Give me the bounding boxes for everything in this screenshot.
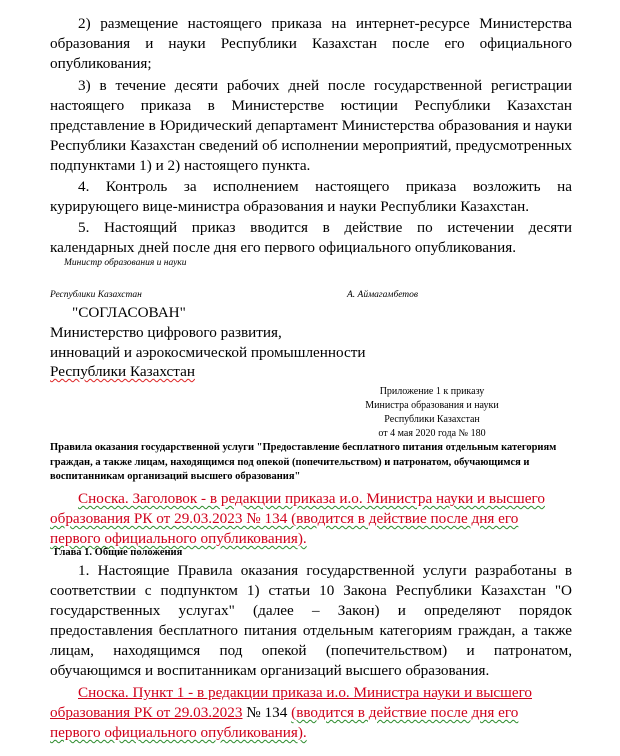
footnote-item-1-part3[interactable]: (вводится в действие после дня его первого официального опубликования). (50, 704, 519, 741)
paragraph-item-4: 4. Контроль за исполнением настоящего приказа возложить на курирующего вице-министра образования и науки Республики Казахстан. (50, 178, 572, 215)
paragraph-item-5: 5. Настоящий приказ вводится в действие по истечении десяти календарных дней после дня его первого официального опубликования. (50, 219, 572, 256)
footnote-item-1-number: № 134 (246, 704, 288, 721)
footnote-item-1-link[interactable] (50, 683, 572, 743)
paragraph-item-3: 3) в течение десяти рабочих дней после государственной регистрации настоящего приказа в Министерстве юстиции Республики Казахстан представление в Юридический департамент Министерства образования и науки Республики Казахстан сведений об исполнении мероприятий, предусмотренных подпунктами 1) и 2) настоящего пункта. (50, 77, 572, 174)
appendix-line4: от 4 мая 2020 года № 180 (378, 428, 486, 439)
footnote-title-text[interactable]: Сноска. Заголовок - в редакции приказа и.о. Министра науки и высшего образования РК от 29.03.2023 № 134 (вводится в действие после дня его первого официального опубликования). (50, 490, 545, 547)
agreed-label: "СОГЛАСОВАН" (72, 304, 186, 321)
signature-republic-line: Республики Казахстан (50, 290, 142, 300)
signature-minister-line: Министр образования и науки (64, 258, 187, 268)
signature-name: А. Аймагамбетов (347, 290, 419, 300)
chapter-heading: Глава 1. Общие положения (54, 547, 183, 558)
footnote-item-1-part1[interactable]: Сноска. Пункт 1 - в редакции приказа и.о. Министра науки и высшего образования РК от 29.03.2023 (50, 684, 533, 721)
agreed-ministry-line1: Министерство цифрового развития, (50, 324, 282, 341)
rules-title: Правила оказания государственной услуги "Предоставление бесплатного питания отдельным категориям граждан, а также лицам, находящимся под опекой (попечительством) и патронатом, обучающимся и воспитанникам организаций высшего образования" (50, 442, 557, 482)
appendix-header (332, 385, 532, 441)
appendix-line3: Республики Казахстан (384, 414, 480, 425)
rules-paragraph-1: 1. Настоящие Правила оказания государственной услуги разработаны в соответствии с подпунктом 1) статьи 10 Закона Республики Казахстан "О государственных услугах" (далее – Закон) и определяют порядок предоставления бесплатного питания отдельным категориям граждан, а также лицам, находящимся под опекой (попечительством) и патронатом, обучающимся и воспитанникам организаций высшего образования. (50, 562, 572, 679)
footnote-title-link[interactable] (50, 489, 572, 549)
paragraph-item-2: 2) размещение настоящего приказа на интернет-ресурсе Министерства образования и науки Республики Казахстан после его официального опубликования; (50, 15, 572, 72)
appendix-line2: Министра образования и науки (365, 400, 499, 411)
appendix-line1: Приложение 1 к приказу (379, 386, 485, 397)
agreed-ministry-line2: инноваций и аэрокосмической промышленности (50, 344, 366, 361)
agreed-ministry-line3: Республики Казахстан (50, 363, 195, 380)
